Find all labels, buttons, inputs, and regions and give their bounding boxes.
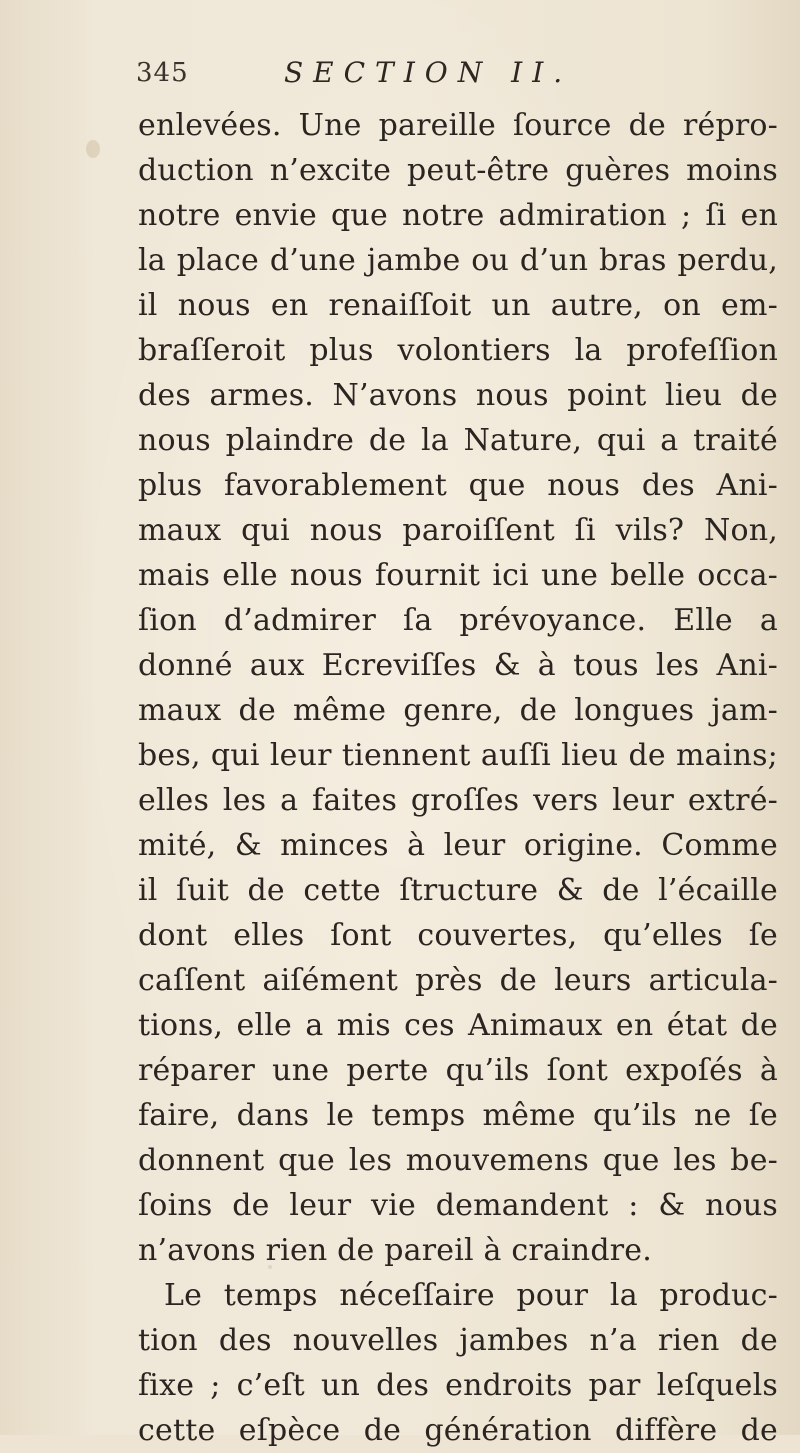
text-line: la place d’une jambe ou d’un bras perdu, <box>138 243 778 278</box>
text-line: plus favorablement que nous des Ani- <box>138 468 778 503</box>
text-line: nous plaindre de la Nature, qui a traité <box>138 423 778 458</box>
page-number: 345 <box>136 58 189 88</box>
text-line: mais elle nous fournit ici une belle occa- <box>138 558 778 593</box>
text-line: il nous en renaiſſoit un autre, on em- <box>138 288 778 323</box>
text-line: réparer une perte qu’ils ſont expoſés à <box>138 1053 778 1088</box>
text-line: caſſent aiſément près de leurs articula- <box>138 963 778 998</box>
text-line: cette eſpèce de génération diffère de <box>138 1413 778 1448</box>
text-line: ſion d’admirer ſa prévoyance. Elle a <box>138 603 778 638</box>
text-line: mité, & minces à leur origine. Comme <box>138 828 778 863</box>
text-line: dont elles ſont couvertes, qu’elles ſe <box>138 918 778 953</box>
text-line: elles les a faites groſſes vers leur extré- <box>138 783 778 818</box>
text-line: des armes. N’avons nous point lieu de <box>138 378 778 413</box>
body-text <box>138 103 778 1453</box>
text-line: Le temps néceſſaire pour la produc- <box>164 1278 778 1313</box>
text-line: n’avons rien de pareil à craindre. <box>138 1233 652 1268</box>
text-line: notre envie que notre admiration ; ſi en <box>138 198 778 233</box>
running-head <box>136 50 776 100</box>
text-line: enlevées. Une pareille ſource de répro- <box>138 108 778 143</box>
text-line: donnent que les mouvemens que les be- <box>138 1143 778 1178</box>
text-line: faire, dans le temps même qu’ils ne ſe <box>138 1098 778 1133</box>
text-line: ſoins de leur vie demandent : & nous <box>138 1188 778 1223</box>
text-line: fixe ; c’eſt un des endroits par leſquels <box>138 1368 778 1403</box>
text-line: tions, elle a mis ces Animaux en état de <box>138 1008 778 1043</box>
paper-stain <box>86 140 100 158</box>
text-line: tion des nouvelles jambes n’a rien de <box>138 1323 778 1358</box>
text-line: maux de même genre, de longues jam- <box>138 693 778 728</box>
section-title: SECTION II. <box>284 56 573 89</box>
text-line: duction n’excite peut-être guères moins <box>138 153 778 188</box>
text-line: il ſuit de cette ſtructure & de l’écaille <box>138 873 778 908</box>
text-line: donné aux Ecreviſſes & à tous les Ani- <box>138 648 778 683</box>
text-line: braſſeroit plus volontiers la profeſſion <box>138 333 778 368</box>
text-line: maux qui nous paroiſſent ſi vils? Non, <box>138 513 778 548</box>
text-line: bes, qui leur tiennent auſſi lieu de mains; <box>138 738 778 773</box>
